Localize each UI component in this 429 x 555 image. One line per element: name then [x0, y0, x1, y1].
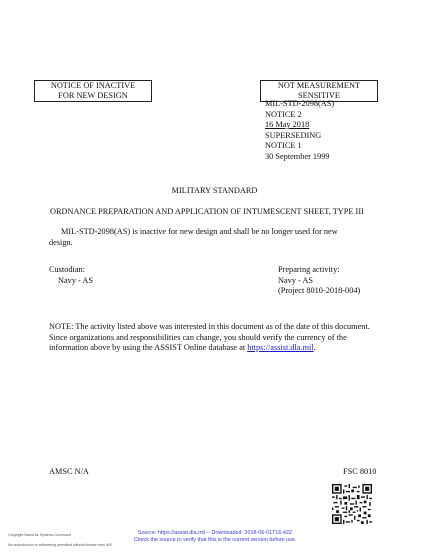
inactive-notice-line2: FOR NEW DESIGN: [58, 91, 128, 100]
no-reproduction-notice: No reproduction or networking permitted without license from IHS: [8, 543, 112, 547]
fsc-label: FSC 8010: [343, 467, 377, 476]
qr-code: [332, 484, 372, 524]
project-number: (Project 8010-2018-004): [278, 286, 361, 296]
custodian-value: Navy - AS: [58, 275, 94, 285]
note-line2: Since organizations and responsibilities can change, you should verify the currency of the: [49, 332, 347, 342]
notice-date: 16 May 2018: [265, 120, 310, 130]
superseded-notice: NOTICE 1: [265, 141, 302, 151]
inactive-notice-box: [34, 80, 152, 102]
preparing-activity-block: [278, 265, 360, 297]
custodian-label: Custodian:: [49, 265, 85, 274]
measurement-line2: SENSITIVE: [298, 91, 340, 100]
note-line1: NOTE: The activity listed above was interested in this document as of the date of this document.: [49, 322, 370, 331]
note-paragraph: [49, 322, 389, 354]
inactive-statement: [49, 227, 379, 248]
note-line3-period: .: [313, 343, 316, 353]
note-line3-text: information above by using the ASSIST Online database at: [49, 343, 248, 353]
document-subtitle: ORDNANCE PREPARATION AND APPLICATION OF INTUMESCENT SHEET, TYPE III: [50, 207, 364, 216]
document-id: MIL-STD-2098(AS): [265, 99, 335, 108]
superseding-label: SUPERSEDING: [265, 130, 322, 140]
assist-link[interactable]: https://assist.dla.mil: [247, 343, 314, 353]
check-source-line: Check the source to verify that this is the current version before use.: [133, 537, 297, 543]
document-title: MILITARY STANDARD: [171, 186, 258, 195]
notice-number: NOTICE 2: [265, 109, 302, 119]
inactive-notice-line1: NOTICE OF INACTIVE: [50, 81, 136, 90]
statement-line2: design.: [49, 237, 73, 247]
statement-line1: MIL-STD-2098(AS) is inactive for new design and shall be no longer used for new: [61, 227, 338, 236]
source-line[interactable]: Source: https://assist.dla.mil -- Downloaded: 2018-06-01T16:42Z: [137, 530, 293, 536]
custodian-block: [49, 265, 93, 286]
copyright-notice: Copyright Naval Air Systems Command: [8, 533, 72, 537]
note-line3: [49, 343, 389, 354]
preparing-activity-label: Preparing activity:: [278, 265, 340, 274]
amsc-label: AMSC N/A: [49, 467, 89, 476]
preparing-activity-value: Navy - AS: [278, 275, 314, 285]
measurement-line1: NOT MEASUREMENT: [277, 81, 361, 90]
document-id-block: [265, 99, 334, 163]
superseded-date: 30 September 1999: [265, 151, 330, 161]
